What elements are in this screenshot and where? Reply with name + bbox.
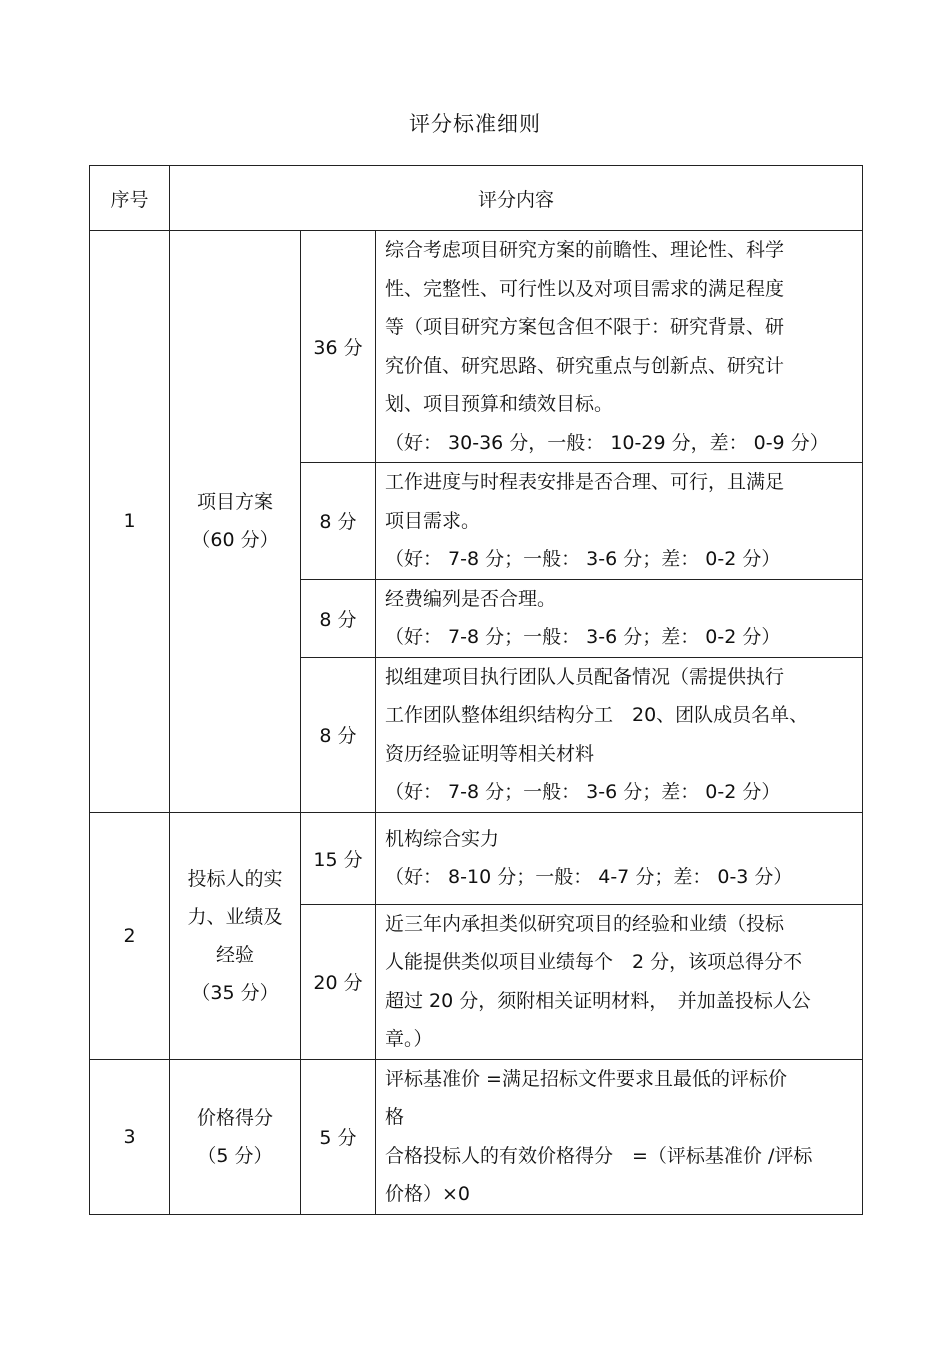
content-line: 经费编列是否合理。 [385, 587, 557, 610]
item-content [376, 904, 863, 1059]
item-content [376, 657, 863, 812]
header-seq: 序号 [90, 166, 170, 231]
item-points: 36 分 [301, 231, 376, 463]
row-seq: 3 [90, 1059, 170, 1214]
row-seq: 1 [90, 231, 170, 813]
item-points: 8 分 [301, 657, 376, 812]
item-points: 8 分 [301, 579, 376, 657]
scoring-table [89, 165, 863, 1215]
category-line: 投标人的实 [187, 867, 283, 890]
item-points: 15 分 [301, 812, 376, 904]
row-category [170, 231, 301, 813]
content-line: 工作进度与时程表安排是否合理、可行，且满足 [385, 471, 785, 493]
content-line: （好： 7-8 分；一般： 3-6 分；差： 0-2 分） [385, 548, 781, 570]
content-line: 价格）×0 [385, 1183, 471, 1205]
content-line: 等（项目研究方案包含但不限于：研究背景、研 [385, 316, 785, 338]
row-seq: 2 [90, 812, 170, 1059]
item-content [376, 1059, 863, 1214]
item-points: 8 分 [301, 463, 376, 580]
item-points: 5 分 [301, 1059, 376, 1214]
header-row [90, 166, 863, 231]
content-line: 合格投标人的有效价格得分 =（评标基准价 /评标 [385, 1144, 813, 1167]
category-line: 经验 [215, 943, 254, 966]
row-category [170, 812, 301, 1059]
content-line: 评标基准价 =满足招标文件要求且最低的评标价 [385, 1067, 787, 1090]
category-line: 价格得分 [196, 1106, 273, 1129]
content-line: （好： 8-10 分；一般： 4-7 分；差： 0-3 分） [385, 866, 793, 888]
content-line: 近三年内承担类似研究项目的经验和业绩（投标 [385, 912, 785, 935]
table-row [90, 231, 863, 463]
content-line: （好： 30-36 分，一般： 10-29 分，差： 0-9 分） [385, 431, 829, 454]
content-line: （好： 7-8 分；一般： 3-6 分；差： 0-2 分） [385, 781, 781, 803]
item-content [376, 579, 863, 657]
category-line: 项目方案 [196, 491, 273, 514]
content-line: 拟组建项目执行团队人员配备情况（需提供执行 [385, 665, 785, 688]
content-line: 项目需求。 [385, 509, 481, 532]
item-points: 20 分 [301, 904, 376, 1059]
content-line: 资历经验证明等相关材料 [385, 742, 595, 765]
category-line: （60 分） [191, 529, 279, 552]
row-category [170, 1059, 301, 1214]
content-line: （好： 7-8 分；一般： 3-6 分；差： 0-2 分） [385, 626, 781, 648]
content-line: 工作团队整体组织结构分工 20、团队成员名单、 [385, 704, 809, 726]
document-title: 评分标准细则 [409, 112, 541, 136]
item-content [376, 463, 863, 580]
content-line: 人能提供类似项目业绩每个 2 分，该项总得分不 [385, 951, 803, 973]
category-line: （35 分） [191, 981, 279, 1004]
header-content: 评分内容 [170, 166, 863, 231]
content-line: 机构综合实力 [385, 827, 500, 850]
content-line: 划、项目预算和绩效目标。 [385, 393, 614, 415]
content-line: 超过 20 分，须附相关证明材料， 并加盖投标人公 [385, 989, 811, 1012]
content-line: 章。） [385, 1028, 433, 1050]
item-content [376, 231, 863, 463]
item-content [376, 812, 863, 904]
content-line: 性、完整性、可行性以及对项目需求的满足程度 [385, 277, 785, 300]
category-line: 力、业绩及 [187, 905, 283, 928]
table-row [90, 812, 863, 904]
content-line: 格 [385, 1106, 405, 1128]
content-line: 综合考虑项目研究方案的前瞻性、理论性、科学 [385, 239, 785, 261]
content-line: 究价值、研究思路、研究重点与创新点、研究计 [385, 354, 785, 377]
category-line: （5 分） [197, 1144, 273, 1167]
table-row [90, 1059, 863, 1214]
